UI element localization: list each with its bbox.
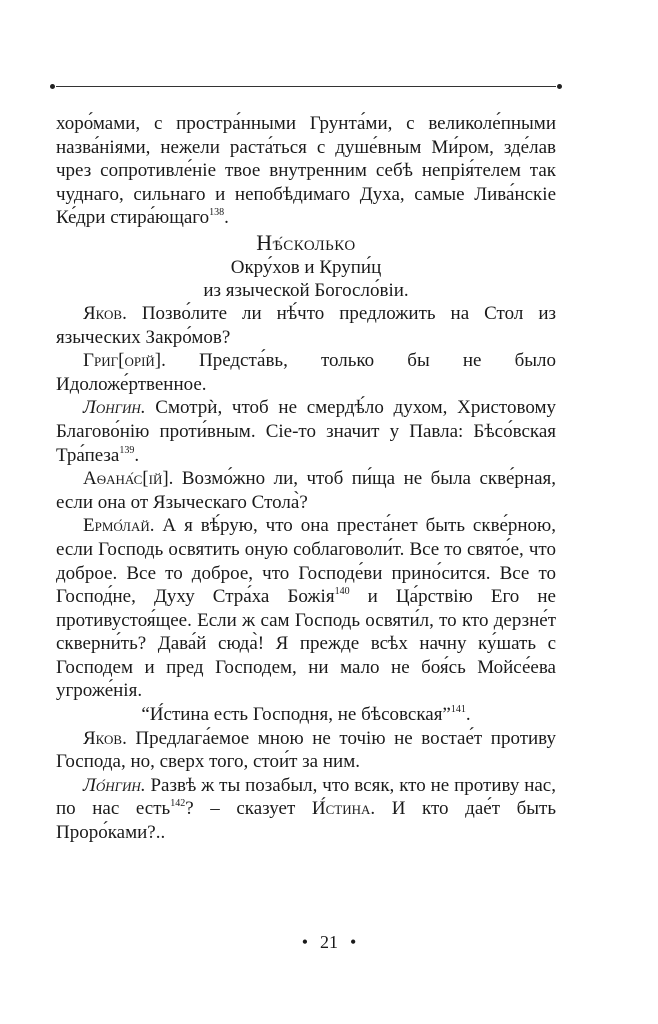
- section-subtitle: Окру́хов и Крупи́ц: [230, 256, 382, 278]
- header-rule: [56, 86, 556, 87]
- speaker-name: Аѳана́с[ій].: [83, 468, 174, 490]
- page-number: 21: [320, 932, 338, 952]
- continuation-paragraph: хоро́мами, с простра́нными Грунта́ми, с великоле́пными назва́ніями, нежели раста́ться с душе́вным Ми́ром, зде́лав чрез сопротивле́ніе твое внутренним себѣ непрія́телем так чуднаго, сильнаго и непобѣдимаго Духа, самые Лива́нскіе Ке́дри стира́ющаго$^{138}$.: [56, 113, 556, 229]
- rule-left-dot: [50, 84, 55, 89]
- dialogue-line: Яков. Предлага́емое мною не точію не востае́т противу Господа, но, сверх того, стои́т за ним.: [56, 727, 556, 773]
- speaker-name: Григ[орій].: [83, 350, 166, 372]
- page-footer: [0, 931, 658, 953]
- bullet-icon: •: [350, 932, 357, 952]
- dialogue-line: Ло́нгин. Развѣ ж ты позабыл, что всяк, кто не противу нас, по нас есть$^{142}$? – сказует И́стина. И кто дае́т быть Проро́ками?..: [56, 774, 556, 844]
- dialogue-line: Яков. Позво́лите ли нѣ́что предложить на Стол из языческих Закро́мов?: [56, 302, 556, 348]
- rule-right-dot: [557, 84, 562, 89]
- footnote-ref: 138: [209, 207, 225, 219]
- dialogue-line: Лонгин. Смотрѝ, чтоб не смердѣ́ло духом, Христовому Благово́нію проти́вным. Сіе-то значит у Павла: Бѣсо́вская Тра́пеза$^{139}$.: [56, 397, 556, 466]
- dialogue-line: Григ[орій]. Предста́вь, только бы не было Идоложе́ртвенное.: [56, 350, 556, 395]
- speaker-name: Ермо́лай.: [83, 515, 155, 537]
- page-body: [56, 112, 556, 845]
- quotation-line: “И́стина есть Господня, не бѣсовская”$^{141}$.: [141, 704, 471, 726]
- footnote-ref: 140: [334, 586, 350, 598]
- footnote-ref: 142: [170, 798, 186, 810]
- speaker-name: Яков.: [83, 727, 127, 749]
- section-subtitle-2: из языческой Богосло́віи.: [203, 279, 409, 301]
- dialogue-line: Ермо́лай. А я вѣ́рую, что она преста́нет быть скве́рною, если Господь освятить оную соблаговоли́т. Все то свято́е, что доброе. Все то доброе, что Господе́ви прино́сится. Все то Господ́не, Духу Стра́ха Божія$^{140}$ и Ца́рствію Его не противустоя́щее. Если ж сам Господь освяти́л, то кто дерзне́т скверни́ть? Дава́й сюда̀! Я прежде всѣх начну ку́шать с Господем и пред Господем, ни мало не боя́сь Мойсе́ева угроже́нія.: [56, 515, 556, 702]
- dialogue-line: Аѳана́с[ій]. Возмо́жно ли, чтоб пи́ща не была скве́рная, если она от Языческаго Стола̀?: [56, 468, 556, 513]
- speaker-name: Яков.: [83, 302, 127, 324]
- emphasized-name: И́стина: [311, 798, 371, 820]
- speaker-name: Лонгин.: [83, 397, 146, 419]
- section-title: Нѣ́сколько: [256, 229, 356, 255]
- bullet-icon: •: [301, 932, 308, 952]
- footnote-ref: 141: [450, 704, 466, 716]
- speaker-name: Ло́нгин.: [83, 774, 146, 796]
- footnote-ref: 139: [119, 444, 135, 456]
